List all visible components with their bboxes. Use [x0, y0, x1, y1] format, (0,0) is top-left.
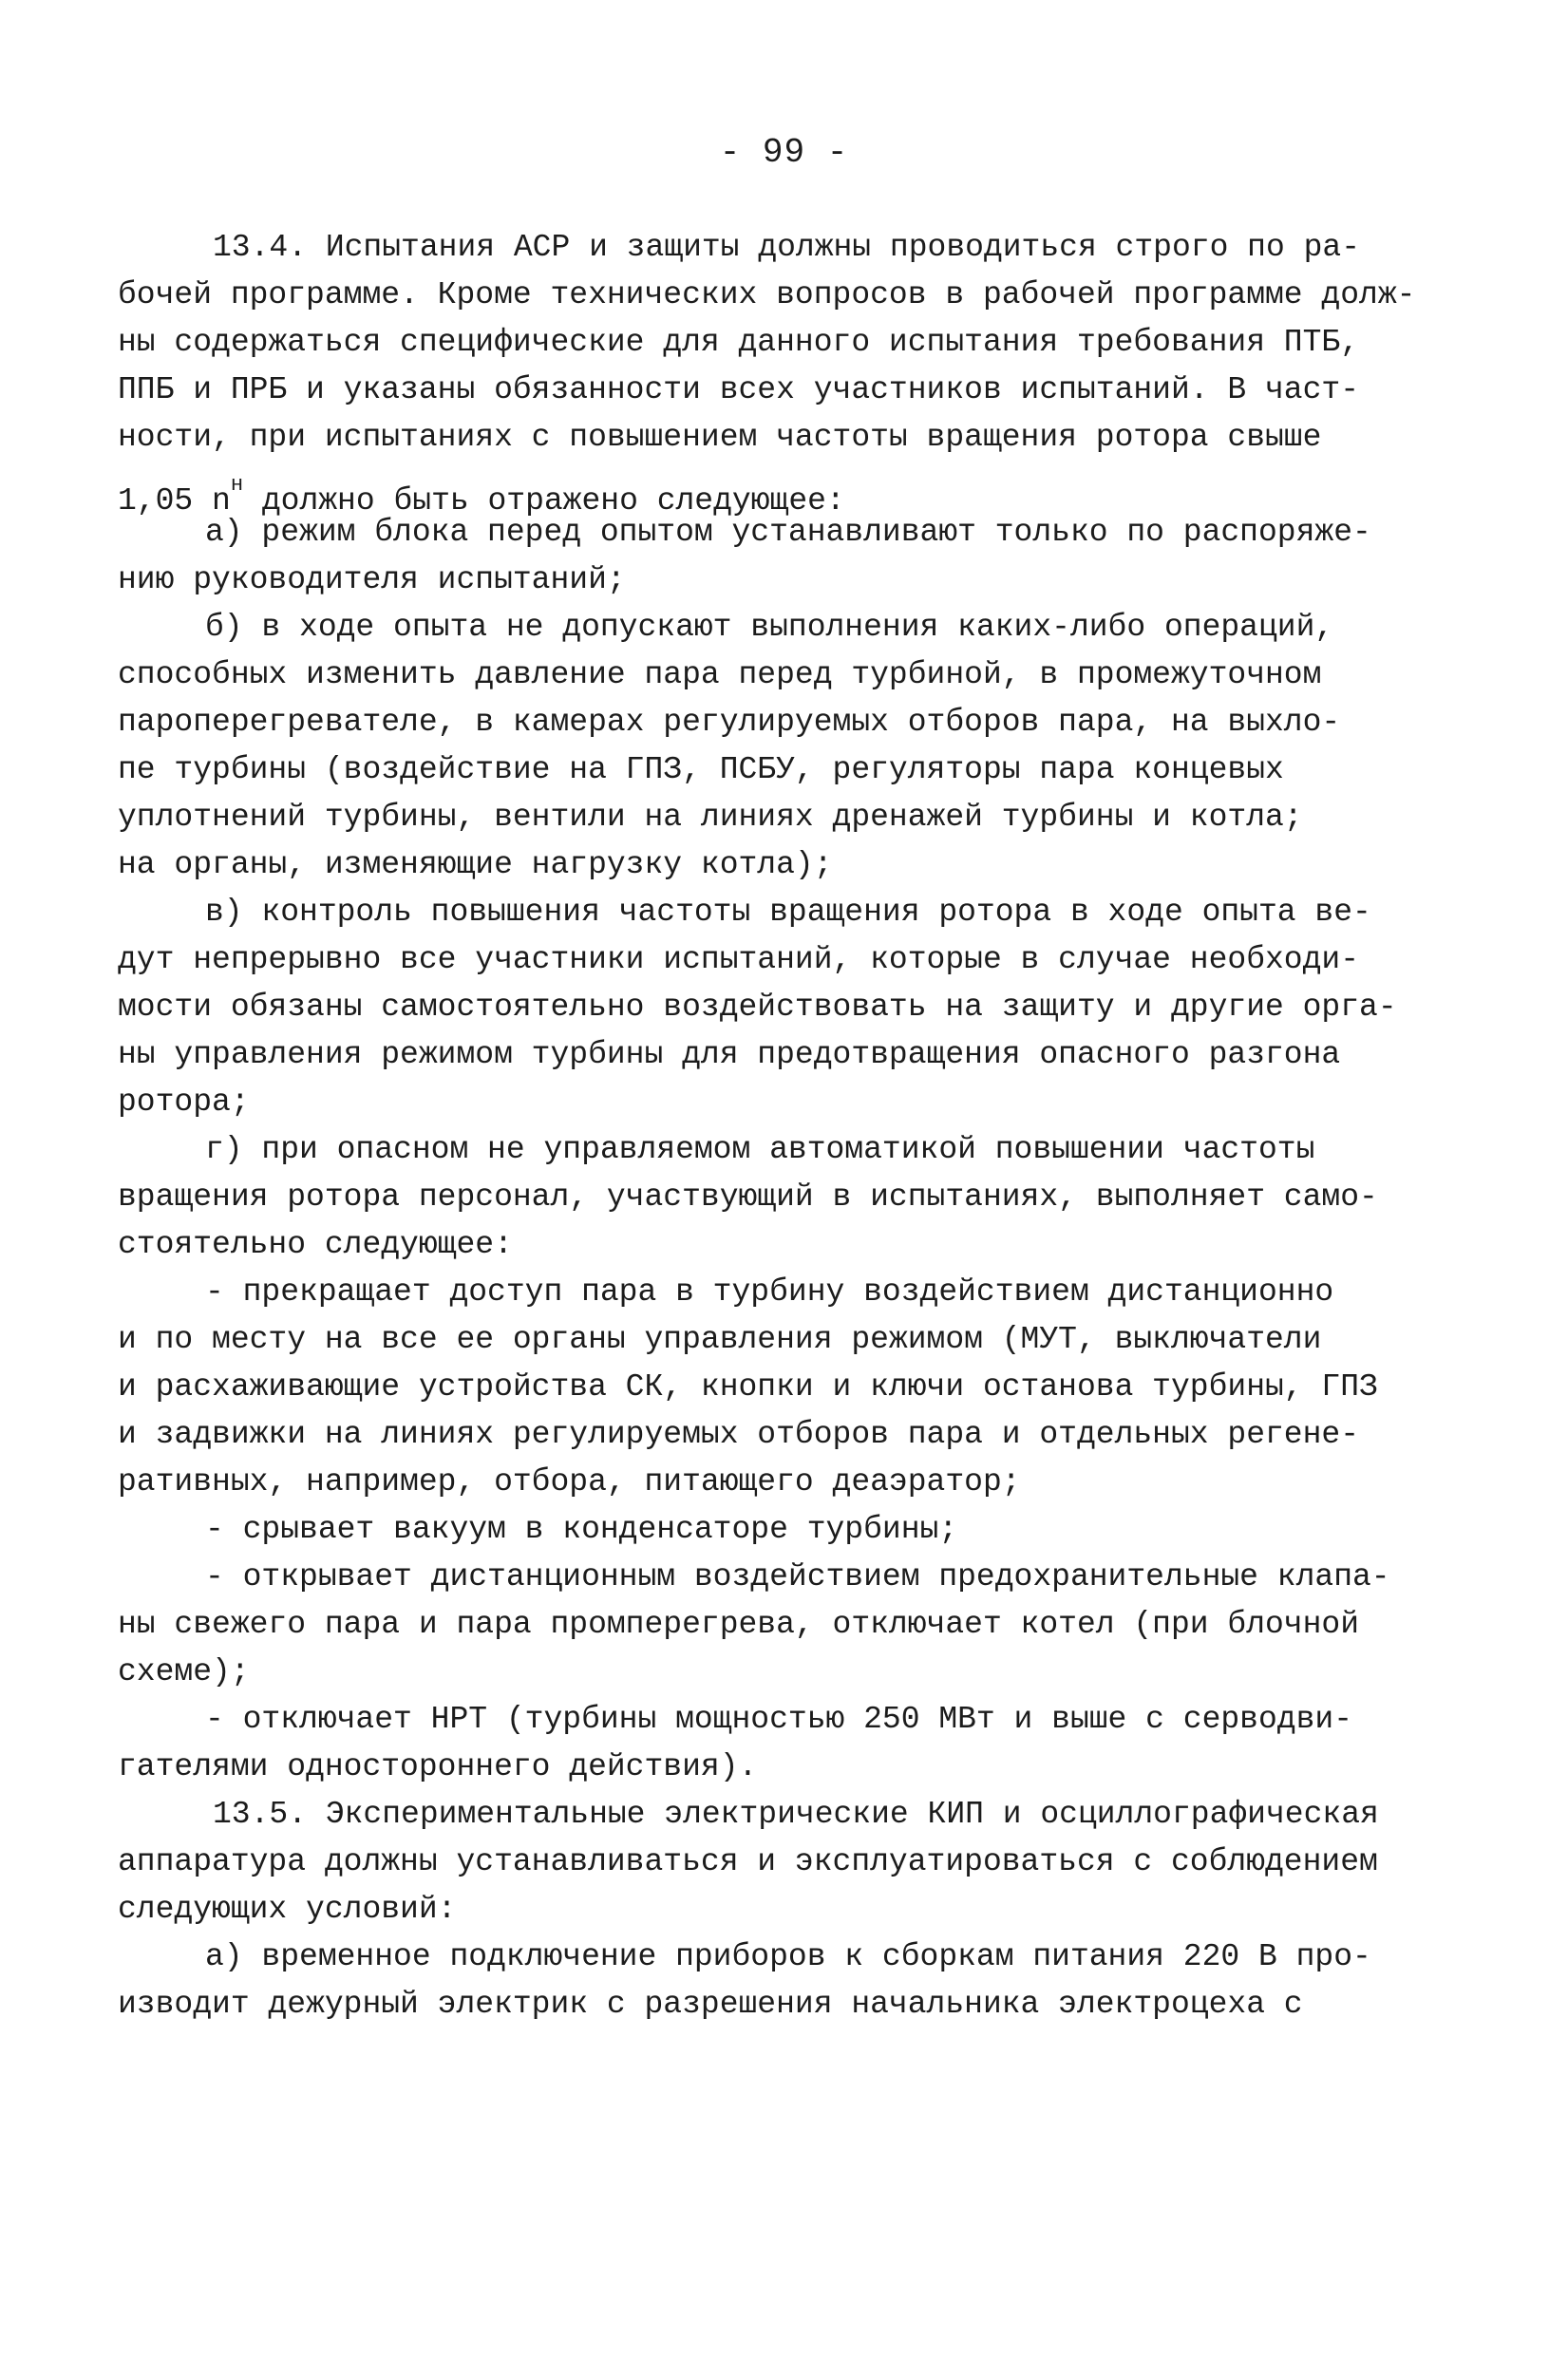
- text-line: пе турбины (воздействие на ГПЗ, ПСБУ, регуляторы пара концевых: [118, 752, 1284, 787]
- list-item: - отключает НРТ (турбины мощностью 250 МВт и выше с серводви-: [205, 1702, 1352, 1737]
- text-line: дут непрерывно все участники испытаний, которые в случае необходи-: [118, 942, 1360, 977]
- list-item: в) контроль повышения частоты вращения ротора в ходе опыта ве-: [205, 895, 1371, 930]
- text-line: изводит дежурный электрик с разрешения начальника электроцеха с: [118, 1987, 1303, 2022]
- text-line: 13.4. Испытания АСР и защиты должны проводиться строго по ра-: [213, 230, 1360, 265]
- text-line: следующих условий:: [118, 1892, 457, 1927]
- formula-text: 1,05 n: [118, 483, 231, 519]
- line-text: должно быть отражено следующее:: [243, 483, 845, 519]
- text-line: схеме);: [118, 1654, 250, 1689]
- list-item: - прекращает доступ пара в турбину воздействием дистанционно: [205, 1274, 1334, 1310]
- text-line: вращения ротора персонал, участвующий в испытаниях, выполняет само-: [118, 1179, 1378, 1215]
- list-item: а) режим блока перед опытом устанавливают только по распоряже-: [205, 515, 1371, 550]
- text-line: уплотнений турбины, вентили на линиях дренажей турбины и котла;: [118, 800, 1303, 835]
- text-line: пароперегревателе, в камерах регулируемых отборов пара, на выхло-: [118, 705, 1341, 740]
- text-line: бочей программе. Кроме технических вопросов в рабочей программе долж-: [118, 277, 1416, 312]
- text-line: нию руководителя испытаний;: [118, 562, 626, 597]
- text-line: ны управления режимом турбины для предотвращения опасного разгона: [118, 1037, 1341, 1072]
- text-line: ративных, например, отбора, питающего деаэратор;: [118, 1464, 1021, 1500]
- text-line: ности, при испытаниях с повышением частоты вращения ротора свыше: [118, 420, 1322, 455]
- text-line: ротора;: [118, 1085, 250, 1120]
- text-line: на органы, изменяющие нагрузку котла);: [118, 847, 833, 882]
- text-line: и по месту на все ее органы управления режимом (МУТ, выключатели: [118, 1322, 1322, 1357]
- text-line: ППБ и ПРБ и указаны обязанности всех участников испытаний. В част-: [118, 372, 1360, 407]
- text-line: гателями одностороннего действия).: [118, 1749, 758, 1784]
- text-line: аппаратура должны устанавливаться и эксплуатироваться с соблюдением: [118, 1844, 1378, 1879]
- list-item: б) в ходе опыта не допускают выполнения каких-либо операций,: [205, 610, 1334, 645]
- body-text: [118, 224, 1457, 2028]
- page-number: - 99 -: [719, 133, 849, 172]
- section-start-line: 13.5. Экспериментальные электрические КИП и осциллографическая: [213, 1797, 1379, 1832]
- text-line: и задвижки на линиях регулируемых отборов пара и отдельных регене-: [118, 1417, 1360, 1452]
- text-line: ны содержаться специфические для данного испытания требования ПТБ,: [118, 325, 1360, 360]
- text-line: способных изменить давление пара перед турбиной, в промежуточном: [118, 657, 1322, 692]
- superscript: н: [230, 473, 244, 497]
- text-line: стоятельно следующее:: [118, 1227, 513, 1262]
- list-item: а) временное подключение приборов к сборкам питания 220 В про-: [205, 1939, 1371, 1974]
- list-item: - срывает вакуум в конденсаторе турбины;: [205, 1512, 958, 1547]
- list-item: - открывает дистанционным воздействием предохранительные клапа-: [205, 1559, 1390, 1594]
- text-line: [118, 462, 1457, 519]
- text-line: мости обязаны самостоятельно воздействовать на защиту и другие орга-: [118, 990, 1397, 1025]
- text-line: и расхаживающие устройства СК, кнопки и ключи останова турбины, ГПЗ: [118, 1369, 1378, 1405]
- list-item: г) при опасном не управляемом автоматикой повышении частоты: [205, 1132, 1315, 1167]
- text-line: ны свежего пара и пара промперегрева, отключает котел (при блочной: [118, 1607, 1360, 1642]
